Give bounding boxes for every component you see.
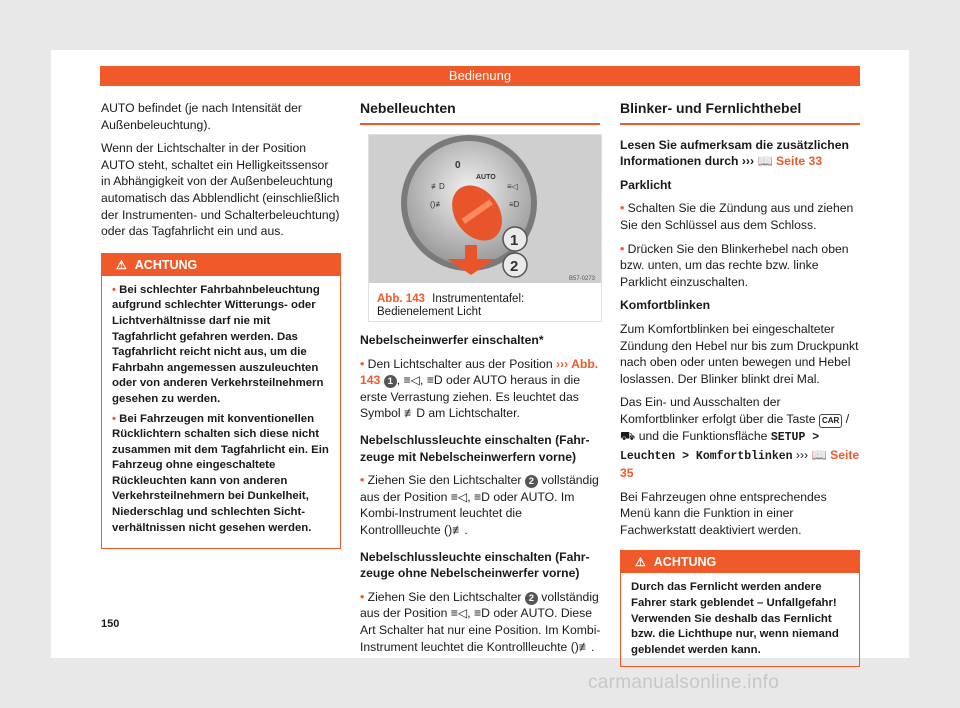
fog-light-icon: ≢D [431,182,445,191]
warning-body [102,276,340,549]
warning-item: • Bei Fahrzeugen mit konventionellen Rücklichtern schalten sich diese nicht zusammen mit dem Tagfahrlicht ein. Ein Fahrzeug ohne eingeschaltete Rückleuchten kann von anderen Verkehrsteilnehmern bei Dunkelheit, Niederschlag und schlechten Sichtverhältnissen nicht gesehen werden. [112,412,330,537]
instruction-text: , ≡◁, ≡D oder AUTO heraus in die erste Verrastung ziehen. Es leuchtet das Symbol ≢D am Lichtschalter. [360,373,580,421]
dial-label-off: 0 [455,160,461,171]
subheading-komfortblinken: Komfortblinken [620,298,711,313]
instruction-text: vollständig aus der Position ≡◁, ≡D oder AUTO. Im Kombi-Instrument leuchtet die Kontrollleuchte ()≢. [360,473,599,537]
low-beam-icon: ≡D [509,200,520,209]
section-title-nebelleuchten: Nebelleuchten [360,100,600,125]
figure-light-switch [368,134,602,322]
instruction-text: vollständig aus der Position ≡◁, ≡D oder AUTO. Diese Art Schalter hat nur eine Position. Im Kombi-Instrument leuchtet die Kontrollleuchte ()≢. [360,589,601,654]
figure-code: B57-0273 [569,276,596,282]
instruction-ignition-off: • Schalten Sie die Zündung aus und ziehen Sie den Schlüssel aus dem Schloss. [620,200,860,233]
pull-arrow-stem [465,245,477,260]
figure-link[interactable]: ››› Abb. 143 [360,356,599,388]
column-middle [360,100,600,125]
dial-label-auto: AUTO [476,174,496,181]
figure-caption [369,288,601,324]
warning-header [621,551,859,573]
subheading-rear-fog-without-front: Nebelschlussleuchte einschalten (Fahrzeuge ohne Nebelscheinwerfer vorne) [360,549,590,581]
instruction-text: Den Lichtschalter aus der Position [367,356,553,371]
column-right [620,100,860,667]
section-header: Bedienung [100,66,860,86]
callout-1-label: 1 [510,232,519,249]
callout-ref: 2 [525,475,538,488]
paragraph-workshop: Bei Fahrzeugen ohne entsprechendes Menü kann die Funktion in einer Fachwerkstatt deaktiviert werden. [620,489,827,537]
page-number: 150 [101,618,120,630]
warning-title: ACHTUNG [134,257,198,272]
callout-ref: 1 [384,375,397,388]
instruction-fog-front [360,356,604,422]
watermark: carmanualsonline.info [588,672,780,693]
paragraph-komfortblinken: Zum Komfortblinken bei eingeschalteter Zündung den Hebel nur bis zum Druckpunkt nach oben oder unten bewegen und Hebel loslassen. Der Blinker blinkt drei Mal. [620,321,859,386]
instruction-text: Ziehen Sie den Lichtschalter [367,473,522,488]
page-link[interactable]: Seite 35 [620,447,860,481]
section-title-blinker: Blinker- und Fernlichthebel [620,100,860,125]
car-button-icon: CAR [819,414,842,428]
warning-header [102,254,340,276]
instruction-text: Ziehen Sie den Lichtschalter [367,589,522,604]
warning-triangle-icon: ⚠ [116,257,127,272]
subheading-rear-fog-with-front: Nebelschlussleuchte einschalten (Fahrzeuge mit Nebelscheinwerfern vorne) [360,432,590,464]
page-link[interactable]: Seite 33 [776,154,823,169]
paragraph-auto-sensor: Wenn der Lichtschalter in der Position AUTO steht, schaltet ein Helligkeitssensor in Abhängigkeit von der Außenbeleuchtung automatisch das Abblendlicht (einschließlich der Instrumenten- und Schalterbeleuchtung) oder das Tagfahrlicht ein und aus. [101,141,340,239]
paragraph-setup [620,394,860,481]
setup-text: / ⛟ und die Funktionsfläche [620,411,850,443]
column-left [101,100,341,549]
menu-path: SETUP > Leuchten > Komfortblinken [620,430,820,463]
figure-caption-text: Instrumententafel: Bedienelement Licht [377,293,525,318]
column-middle-text [360,332,604,662]
warning-box [101,253,341,550]
paragraph-auto-intro: AUTO befindet (je nach Intensität der Außenbeleuchtung). [101,101,302,132]
warning-triangle-icon: ⚠ [635,555,646,570]
light-switch-illustration [369,135,601,283]
subheading-fog-front: Nebelscheinwerfer einschalten* [360,333,544,347]
book-icon: 📖 [757,154,773,169]
callout-2-label: 2 [510,258,519,275]
callout-ref: 2 [525,592,538,605]
instruction-rear-fog-without-front [360,589,604,655]
intro-text: Lesen Sie aufmerksam die zusätzlichen Informationen durch ››› [620,137,849,169]
figure-caption-label: Abb. 143 [377,293,425,305]
parking-light-icon: ≡◁ [507,182,518,191]
setup-text: Das Ein- und Ausschalten der Komfortblinker erfolgt über die Taste [620,395,816,426]
warning-title: ACHTUNG [653,555,717,570]
intro-paragraph [620,137,860,170]
link-arrows: ››› [795,447,809,462]
warning-body: Durch das Fernlicht werden andere Fahrer stark geblendet – Unfallgefahr! Verwenden Sie deshalb das Fernlicht bzw. die Lichthupe nur, wenn niemand geblendet werden kann. [631,581,839,656]
instruction-lever: • Drücken Sie den Blinkerhebel nach oben bzw. unten, um das rechte bzw. linke Parklicht einzuschalten. [620,241,860,291]
rear-fog-icon: ()≢ [430,200,444,209]
warning-box-fernlicht [620,550,860,667]
book-icon: 📖 [811,447,827,462]
warning-item: • Bei schlechter Fahrbahnbeleuchtung aufgrund schlechter Witterungs- oder Lichtverhältnisse darf nie mit Tagfahrlicht gefahren werden. Das Tagfahrlicht reicht nicht aus, um die Fahrbahn angemessen auszuleuchten oder von anderen Verkehrsteilnehmern gesehen zu werden. [112,283,330,408]
instruction-rear-fog-with-front [360,472,604,538]
subheading-parklicht: Parklicht [620,177,672,192]
